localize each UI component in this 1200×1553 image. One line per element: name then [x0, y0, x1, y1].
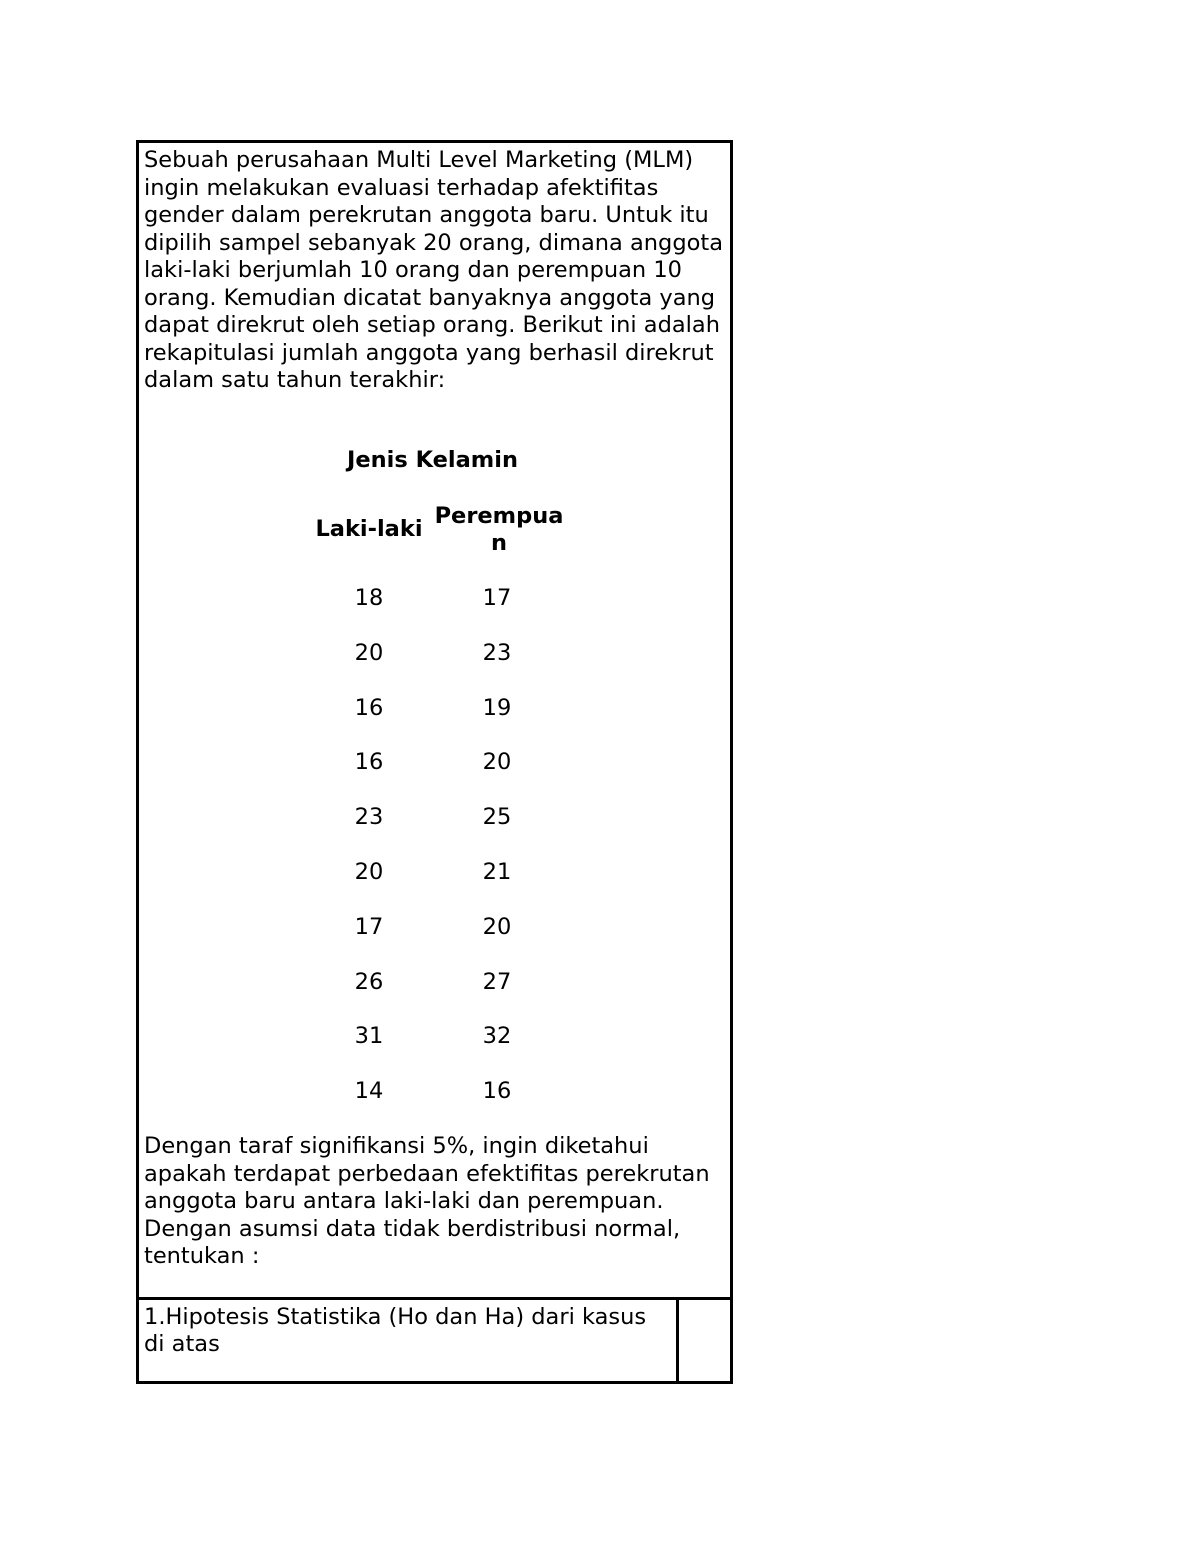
column-header-perempuan-line1: Perempua: [434, 503, 564, 529]
answer-cell[interactable]: [679, 1300, 730, 1381]
table-row: [311, 969, 567, 1024]
cell-perempuan: 27: [482, 968, 512, 995]
table-row: [311, 1078, 567, 1133]
cell-perempuan: 21: [482, 858, 512, 885]
cell-perempuan: 19: [482, 694, 512, 721]
table-row: [311, 1023, 567, 1078]
table-row: [311, 859, 567, 914]
cell-perempuan: 23: [482, 639, 512, 666]
cell-perempuan: 32: [482, 1023, 512, 1050]
table-row: [311, 914, 567, 969]
cell-laki-laki: 16: [354, 749, 384, 776]
question-cell: [139, 1300, 679, 1381]
cell-laki-laki: 23: [354, 804, 384, 831]
cell-laki-laki: 17: [354, 913, 384, 940]
data-table-rows: [311, 585, 567, 1133]
cell-perempuan: 17: [482, 585, 512, 611]
table-title: Jenis Kelamin: [347, 447, 518, 473]
question-1-text: 1.Hipotesis Statistika (Ho dan Ha) dari kasus di atas: [144, 1304, 647, 1357]
cell-laki-laki: 26: [354, 968, 384, 995]
document-box: [136, 140, 733, 1384]
column-header-laki-laki: Laki-laki: [315, 516, 423, 542]
cell-perempuan: 20: [482, 749, 512, 776]
table-row: [311, 804, 567, 859]
conclusion-paragraph: Dengan taraf signifikansi 5%, ingin diketahui apakah terdapat perbedaan efektifitas perekrutan anggota baru antara laki-laki dan perempuan. Dengan asumsi data tidak berdistribusi normal, tentukan :: [144, 1133, 710, 1269]
intro-paragraph: Sebuah perusahaan Multi Level Marketing (MLM) ingin melakukan evaluasi terhadap afektifitas gender dalam perekrutan anggota baru. Untuk itu dipilih sampel sebanyak 20 orang, dimana anggota laki-laki berjumlah 10 orang dan perempuan 10 orang. Kemudian dicatat banyaknya anggota yang dapat direkrut oleh setiap orang. Berikut ini adalah rekapitulasi jumlah anggota yang berhasil direkrut dalam satu tahun terakhir:: [144, 147, 723, 393]
cell-laki-laki: 18: [354, 585, 384, 611]
table-row: [311, 585, 567, 640]
main-cell: [139, 143, 730, 1300]
cell-perempuan: 25: [482, 804, 512, 831]
table-row: [311, 695, 567, 750]
cell-laki-laki: 16: [354, 694, 384, 721]
cell-perempuan: 20: [482, 913, 512, 940]
cell-laki-laki: 20: [354, 639, 384, 666]
cell-perempuan: 16: [482, 1078, 512, 1105]
column-header-perempuan-line2: n: [490, 530, 508, 556]
cell-laki-laki: 31: [354, 1023, 384, 1050]
cell-laki-laki: 20: [354, 858, 384, 885]
column-header-perempuan: [431, 503, 567, 557]
cell-laki-laki: 14: [354, 1078, 384, 1105]
table-row: [311, 640, 567, 695]
table-row: [311, 749, 567, 804]
